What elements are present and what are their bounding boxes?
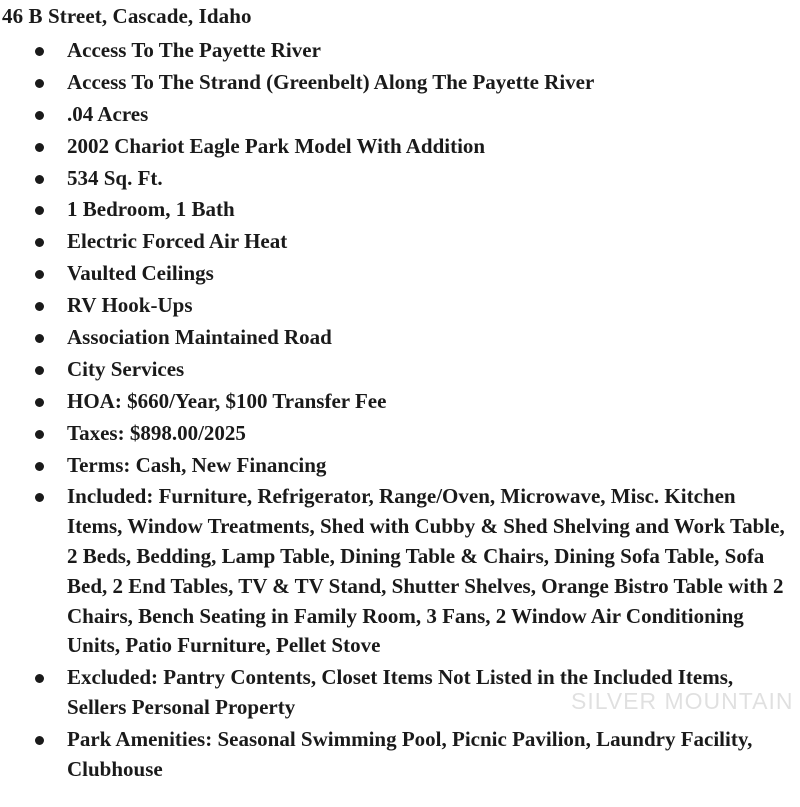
feature-item xyxy=(0,663,800,723)
feature-text: Excluded: Pantry Contents, Closet Items Not Listed in the Included Items, Sellers Personal Property xyxy=(67,665,734,720)
feature-item xyxy=(0,259,800,289)
feature-item xyxy=(0,419,800,449)
feature-item xyxy=(0,100,800,130)
feature-text: Park Amenities: Seasonal Swimming Pool, Picnic Pavilion, Laundry Facility, Clubhouse xyxy=(67,727,753,781)
feature-text: Access To The Payette River xyxy=(67,38,321,62)
feature-item xyxy=(0,227,800,257)
feature-item xyxy=(0,387,800,417)
feature-list xyxy=(0,36,800,785)
feature-text: .04 Acres xyxy=(67,101,149,126)
feature-text: HOA: $660/Year, $100 Transfer Fee xyxy=(67,388,387,413)
bullet-icon xyxy=(35,462,44,471)
feature-text: 1 Bedroom, 1 Bath xyxy=(67,197,235,222)
bullet-icon xyxy=(35,334,44,343)
feature-item xyxy=(0,291,800,321)
feature-text: City Services xyxy=(67,356,185,381)
bullet-icon xyxy=(35,47,44,56)
bullet-icon xyxy=(35,302,44,311)
feature-item xyxy=(0,164,800,194)
feature-item xyxy=(0,68,800,98)
feature-text: Vaulted Ceilings xyxy=(67,261,214,286)
bullet-icon xyxy=(35,79,44,88)
bullet-icon xyxy=(35,366,44,375)
bullet-icon xyxy=(35,430,44,439)
bullet-icon xyxy=(35,175,44,184)
feature-item xyxy=(0,451,800,481)
feature-text: Included: Furniture, Refrigerator, Range/Oven, Microwave, Misc. Kitchen Items, Window Treatments, Shed with Cubby & Shed Shelving and Work Table, 2 Beds, Bedding, Lamp Table, Dining Table & Chairs, Dining Sofa Table, Sofa Bed, 2 End Tables, TV & TV Stand, Shutter Shelves, Orange Bistro Table with 2 Chairs, Bench Seating in Family Room, 3 Fans, 2 Window Air Conditioning Units, Patio Furniture, Pellet Stove xyxy=(67,484,785,658)
feature-item xyxy=(0,323,800,353)
feature-text: Access To The Strand (Greenbelt) Along The Payette River xyxy=(67,69,595,94)
bullet-icon xyxy=(35,111,44,120)
feature-text: Taxes: $898.00/2025 xyxy=(67,420,246,445)
bullet-icon xyxy=(35,206,44,215)
bullet-icon xyxy=(35,674,44,683)
feature-item xyxy=(0,132,800,162)
bullet-icon xyxy=(35,398,44,407)
feature-item xyxy=(0,725,800,785)
feature-item xyxy=(0,482,800,661)
feature-text: 2002 Chariot Eagle Park Model With Addition xyxy=(67,133,486,158)
feature-text: 534 Sq. Ft. xyxy=(67,165,163,190)
bullet-icon xyxy=(35,736,44,745)
feature-text: Electric Forced Air Heat xyxy=(67,229,288,254)
watermark: SILVER MOUNTAIN xyxy=(571,688,794,714)
feature-text: Terms: Cash, New Financing xyxy=(67,452,327,477)
feature-text: Association Maintained Road xyxy=(67,325,332,350)
feature-item xyxy=(0,355,800,385)
feature-item xyxy=(0,36,800,66)
bullet-icon xyxy=(35,238,44,247)
bullet-icon xyxy=(35,143,44,152)
bullet-icon xyxy=(35,493,44,502)
listing-address: 46 B Street, Cascade, Idaho xyxy=(2,4,252,28)
bullet-icon xyxy=(35,270,44,279)
feature-text: RV Hook-Ups xyxy=(67,293,193,318)
feature-item xyxy=(0,195,800,225)
